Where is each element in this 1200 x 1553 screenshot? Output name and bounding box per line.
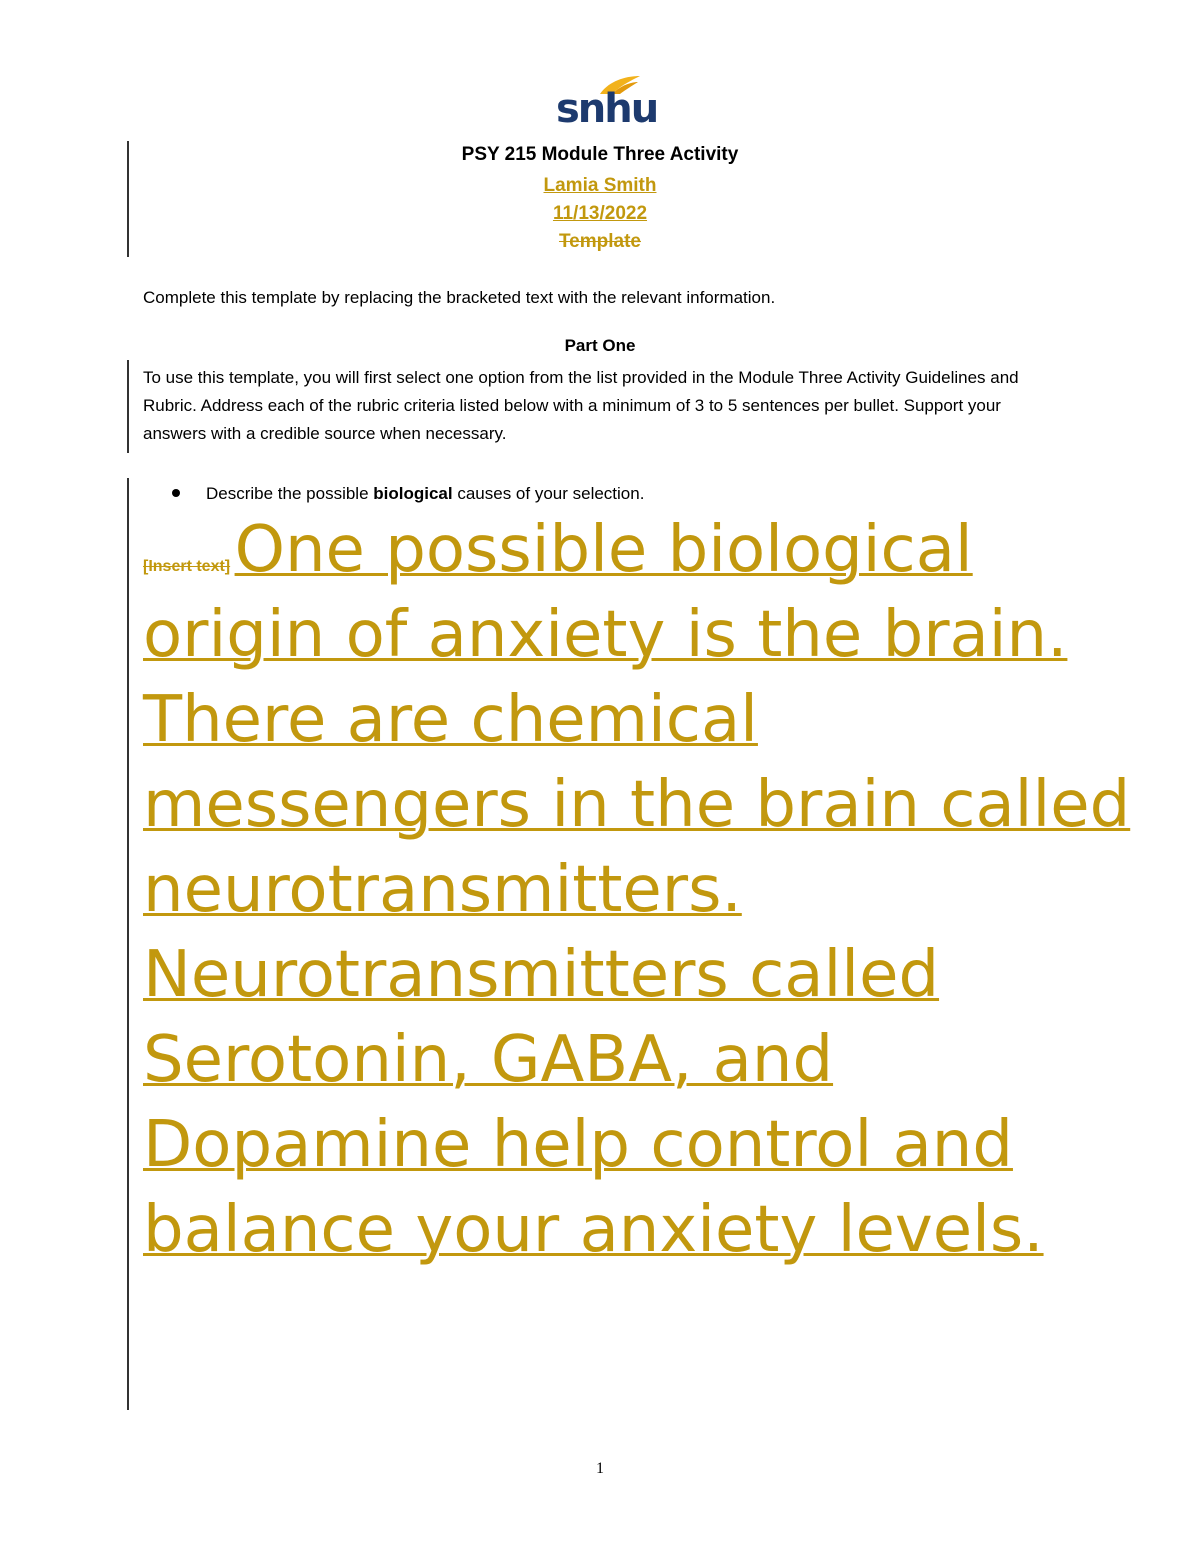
part-one-heading: Part One [564, 336, 636, 355]
deleted-template-label: Template [558, 231, 641, 252]
rubric-bullet [172, 481, 644, 507]
author-name: Lamia Smith [543, 175, 657, 196]
change-bar [127, 360, 129, 453]
answer-block [143, 508, 1143, 1273]
guidelines-paragraph: To use this template, you will first select one option from the list provided in the Module Three Activity Guidelines and Rubric. Address each of the rubric criteria listed below with a minimum of 3 to 5 sentences per bullet. Support your answers with a credible source when necessary. [143, 368, 1019, 443]
bullet-icon [172, 489, 180, 497]
snhu-logo [556, 74, 658, 132]
bullet-suffix: causes of your selection. [452, 484, 645, 503]
document-title: PSY 215 Module Three Activity [461, 144, 739, 165]
date-line [0, 203, 1200, 225]
change-bar [127, 478, 129, 1410]
page-number: 1 [596, 1460, 604, 1477]
logo-wordmark: snhu [556, 86, 658, 132]
document-date: 11/13/2022 [552, 203, 648, 224]
bullet-bold: biological [373, 484, 453, 503]
author-line [0, 175, 1200, 197]
deleted-placeholder: [Insert text] [143, 558, 231, 575]
bullet-prefix: Describe the possible [206, 484, 374, 503]
answer-text: One possible biological origin of anxiety is the brain. There are chemical messengers in the brain called neurotransmitters. Neurotransmitters called Serotonin, GABA, and Dopamine help control and balance your anxiety levels. [143, 513, 1131, 1267]
instructions-paragraph: Complete this template by replacing the bracketed text with the relevant information. [143, 288, 776, 307]
